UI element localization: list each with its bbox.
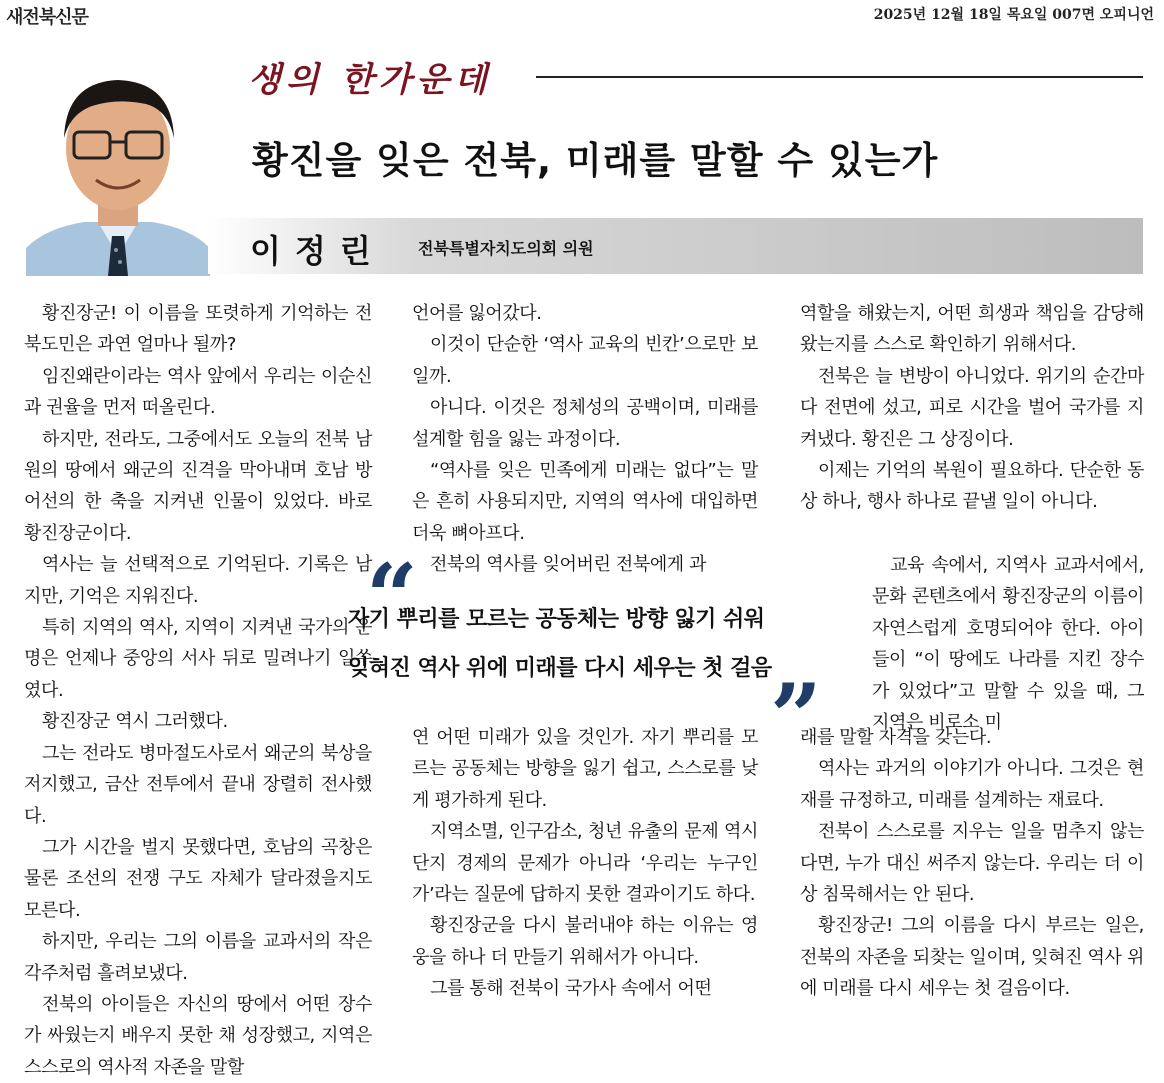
article-paragraph: 하지만, 전라도, 그중에서도 오늘의 전북 남원의 땅에서 왜군의 진격을 막아내며 호남 방어선의 한 축을 지켜낸 인물이 있었다. 바로 황진장군이다. <box>24 428 372 544</box>
article-paragraph: 그를 통해 전북이 국가사 속에서 어떤 <box>430 978 712 1000</box>
article-paragraph: 특히 지역의 역사, 지역이 지켜낸 국가의 운명은 언제나 중앙의 서사 뒤로 밀려나기 일쑤였다. <box>24 617 372 701</box>
article-paragraph: 이제는 기억의 복원이 필요하다. 단순한 동상 하나, 행사 하나로 끝낼 일이 아니다. <box>800 460 1144 513</box>
article-paragraph: 황진장군 역시 그러했다. <box>42 711 228 733</box>
article-paragraph: 전북이 스스로를 지우는 일을 멈추지 않는다면, 누가 대신 써주지 않는다. 우리는 더 이상 침묵해서는 안 된다. <box>800 821 1144 906</box>
article-paragraph: 언어를 잃어갔다. <box>412 303 542 324</box>
issue-dateline: 2025년 12월 18일 목요일 007면 오피니언 <box>873 7 1154 23</box>
article-headline: 황진을 잊은 전북, 미래를 말할 수 있는가 <box>252 139 939 182</box>
article-paragraph: 아니다. 이것은 정체성의 공백이며, 미래를 설계할 힘을 잃는 과정이다. <box>412 397 758 450</box>
pull-quote-line-2: 잊혀진 역사 위에 미래를 다시 세우는 첫 걸음 <box>348 656 772 681</box>
article-paragraph: 그가 시간을 벌지 못했다면, 호남의 곡창은 물론 조선의 전쟁 구도 자체가 달라졌을지도 모른다. <box>24 836 372 921</box>
article-paragraph: 래를 말할 자격을 갖는다. <box>800 727 992 748</box>
article-paragraph: 전북의 아이들은 자신의 땅에서 어떤 장수가 싸웠는지 배우지 못한 채 성장했고, 지역은 스스로의 역사적 자존을 말할 <box>24 993 372 1078</box>
article-paragraph: 이것이 단순한 ‘역사 교육의 빈칸’으로만 보일까. <box>412 334 758 387</box>
article-paragraph: 교육 속에서, 지역사 교과서에서, 문화 콘텐츠에서 황진장군의 이름이 자연스럽게 호명되어야 한다. 아이들이 “이 땅에도 나라를 지킨 장수가 있었다”고 말할 수 있을 때, 그 지역은 비로소 미 <box>872 555 1144 734</box>
article-paragraph: 전북의 역사를 잊어버린 전북에게 과 <box>430 554 707 576</box>
author-photo <box>26 52 210 276</box>
series-title: 생의 한가운데 <box>248 60 492 100</box>
pull-quote-line-1: 자기 뿌리를 모르는 공동체는 방향 잃기 쉬워 <box>348 607 765 632</box>
quote-open-icon: “ <box>366 544 418 650</box>
article-paragraph: 황진장군! 그의 이름을 다시 부르는 일은, 전북의 자존을 되찾는 일이며, 잊혀진 역사 위에 미래를 다시 세우는 첫 걸음이다. <box>800 915 1144 1000</box>
series-divider <box>536 76 1143 78</box>
article-column-2-top <box>412 298 758 581</box>
article-paragraph: 그는 전라도 병마절도사로서 왜군의 북상을 저지했고, 금산 전투에서 끝내 장렬히 전사했다. <box>24 742 372 827</box>
article-column-3-middle <box>872 550 1144 738</box>
article-paragraph: 하지만, 우리는 그의 이름을 교과서의 작은 각주처럼 흘려보냈다. <box>24 931 372 984</box>
article-paragraph: 임진왜란이라는 역사 앞에서 우리는 이순신과 권율을 먼저 떠올린다. <box>24 365 372 419</box>
quote-close-icon: ” <box>770 664 822 770</box>
article-paragraph: “역사를 잊은 민족에게 미래는 없다”는 말은 흔히 사용되지만, 지역의 역사에 대입하면 더욱 뼈아프다. <box>412 460 758 544</box>
article-paragraph: 황진장군! 이 이름을 또렷하게 기억하는 전북도민은 과연 얼마나 될까? <box>24 303 372 356</box>
article-paragraph: 역사는 늘 선택적으로 기억된다. 기록은 남지만, 기억은 지워진다. <box>24 554 372 607</box>
article-paragraph: 전북은 늘 변방이 아니었다. 위기의 순간마다 전면에 섰고, 피로 시간을 벌어 국가를 지켜냈다. 황진은 그 상징이다. <box>800 365 1144 450</box>
article-column-3-bottom <box>800 722 1144 1005</box>
newspaper-masthead: 새전북신문 <box>6 7 88 28</box>
article-paragraph: 연 어떤 미래가 있을 것인가. 자기 뿌리를 모르는 공동체는 방향을 잃기 쉽고, 스스로를 낮게 평가하게 된다. <box>412 727 758 811</box>
author-name: 이정린 <box>250 232 385 270</box>
article-paragraph: 황진장군을 다시 불러내야 하는 이유는 영웅을 하나 더 만들기 위해서가 아니다. <box>412 915 758 968</box>
article-paragraph: 역사는 과거의 이야기가 아니다. 그것은 현재를 규정하고, 미래를 설계하는 재료다. <box>800 758 1144 811</box>
article-column-1 <box>24 298 372 1083</box>
article-paragraph: 지역소멸, 인구감소, 청년 유출의 문제 역시 단지 경제의 문제가 아니라 ‘우리는 누구인가’라는 질문에 답하지 못한 결과이기도 하다. <box>412 821 758 906</box>
article-column-3-top <box>800 298 1144 518</box>
article-column-2-bottom <box>412 722 758 1005</box>
article-paragraph: 역할을 해왔는지, 어떤 희생과 책임을 감당해왔는지를 스스로 확인하기 위해서다. <box>800 303 1144 356</box>
author-role: 전북특별자치도의회 의원 <box>418 239 594 258</box>
